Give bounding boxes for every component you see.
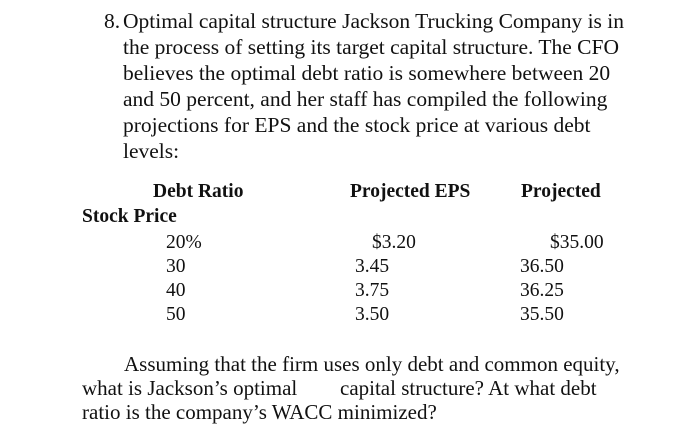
question-line: believes the optimal debt ratio is somewhere between 20: [123, 61, 611, 85]
followup-line: what is Jackson’s optimal: [82, 376, 298, 400]
question-number: 8.: [104, 9, 121, 33]
price-cell: $35.00: [550, 232, 604, 253]
question-line: the process of setting its target capital structure. The CFO: [123, 35, 619, 59]
header-projected: Projected: [521, 181, 601, 202]
debt-ratio-cell: 20%: [166, 232, 202, 253]
question-line: and 50 percent, and her staff has compiled the following: [123, 87, 608, 111]
debt-ratio-cell: 30: [166, 256, 186, 277]
eps-cell: $3.20: [372, 232, 416, 253]
question-line: Optimal capital structure Jackson Trucking Company is in: [123, 9, 625, 33]
question-line: projections for EPS and the stock price at various debt: [123, 113, 591, 137]
debt-ratio-cell: 40: [166, 280, 186, 301]
followup-line: capital structure? At what debt: [340, 376, 597, 400]
debt-ratio-cell: 50: [166, 304, 186, 325]
price-cell: 35.50: [520, 304, 564, 325]
eps-cell: 3.75: [355, 280, 390, 301]
eps-cell: 3.50: [355, 304, 390, 325]
price-cell: 36.25: [520, 280, 564, 301]
followup-line: ratio is the company’s WACC minimized?: [82, 400, 437, 424]
header-stock-price: Stock Price: [82, 206, 177, 227]
price-cell: 36.50: [520, 256, 564, 277]
header-debt-ratio: Debt Ratio: [153, 181, 244, 202]
followup-line: Assuming that the firm uses only debt and common equity,: [124, 352, 620, 376]
eps-cell: 3.45: [355, 256, 390, 277]
header-projected-eps: Projected EPS: [350, 181, 471, 202]
question-line: levels:: [123, 139, 180, 163]
